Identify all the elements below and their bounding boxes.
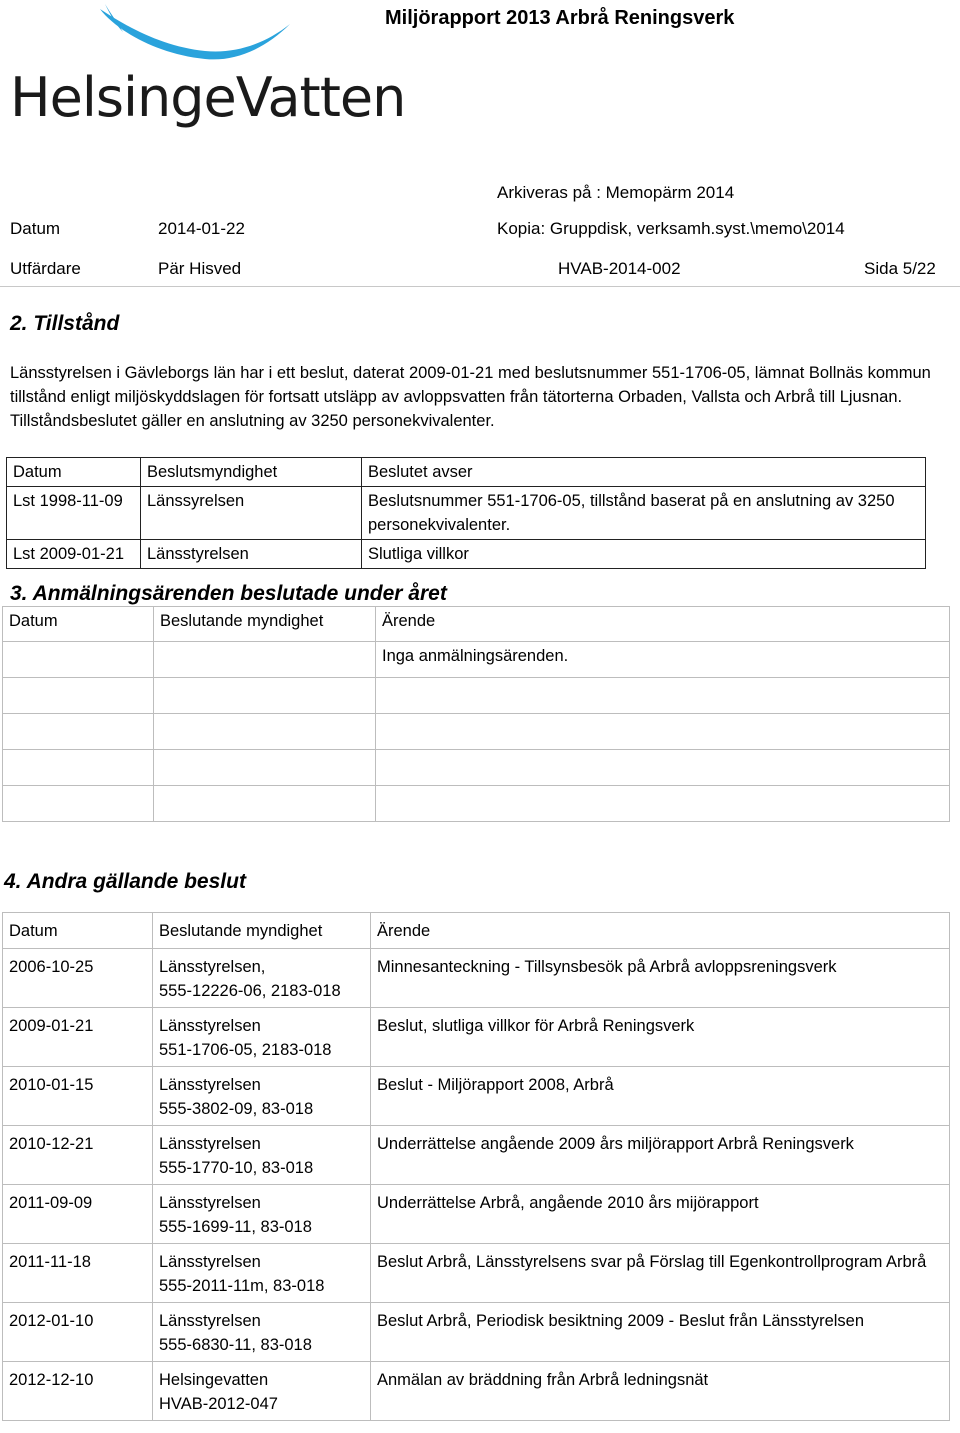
table-row <box>3 678 950 714</box>
table-cell <box>376 750 950 786</box>
table-row <box>3 1244 950 1303</box>
issuer-label: Utfärdare <box>10 259 81 278</box>
table-cell <box>376 714 950 750</box>
table-cell <box>3 642 154 678</box>
table-cell <box>376 786 950 822</box>
section-2-title: 2. Tillstånd <box>10 312 120 335</box>
authority-name: Länsstyrelsen <box>159 1017 261 1035</box>
table-header-row <box>7 458 926 487</box>
helsingevatten-logo <box>10 4 406 144</box>
table-cell: Länsstyrelsen <box>141 540 362 569</box>
table-row <box>3 1185 950 1244</box>
other-decisions-table <box>2 912 950 1421</box>
document-number: HVAB-2014-002 <box>558 259 681 278</box>
table-cell: Beslut Arbrå, Länsstyrelsens svar på Förslag till Egenkontrollprogram Arbrå <box>371 1244 950 1303</box>
header-cell: Beslutsmyndighet <box>141 458 362 487</box>
table-cell <box>153 1362 371 1421</box>
section-2-paragraph: Länsstyrelsen i Gävleborgs län har i ett beslut, daterat 2009-01-21 med beslutsnummer 551-1706-05, lämnat Bollnäs kommun tillstånd enligt miljöskyddslagen för fortsatt utsläpp av avloppsvatten från tätorterna Orbaden, Vallsta och Arbrå till Ljusnan. Tillståndsbeslutet gäller en anslutning av 3250 personekvivalenter. <box>10 364 931 430</box>
authority-name: Länsstyrelsen, <box>159 958 266 976</box>
authority-name: Länsstyrelsen <box>159 1194 261 1212</box>
reference-number: HVAB-2012-047 <box>159 1395 278 1413</box>
authority-name: Länsstyrelsen <box>159 1135 261 1153</box>
table-cell: 2012-12-10 <box>3 1362 153 1421</box>
table-row <box>3 1362 950 1421</box>
reference-number: 555-1770-10, 83-018 <box>159 1159 314 1177</box>
table-row <box>3 750 950 786</box>
header-cell: Datum <box>3 607 154 642</box>
notifications-table <box>2 606 950 822</box>
table-cell: Anmälan av bräddning från Arbrå ledningsnät <box>371 1362 950 1421</box>
table-row <box>3 642 950 678</box>
table-cell: Slutliga villkor <box>362 540 926 569</box>
table-row <box>3 714 950 750</box>
permit-table <box>6 457 926 569</box>
header-cell: Beslutande myndighet <box>154 607 376 642</box>
datum-value: 2014-01-22 <box>158 219 245 238</box>
header-cell: Ärende <box>371 913 950 949</box>
table-cell: 2010-01-15 <box>3 1067 153 1126</box>
table-row <box>3 786 950 822</box>
table-row <box>3 949 950 1008</box>
table-cell <box>153 1244 371 1303</box>
table-cell <box>154 678 376 714</box>
table-row <box>3 1303 950 1362</box>
table-cell: Inga anmälningsärenden. <box>376 642 950 678</box>
section-3-title: 3. Anmälningsärenden beslutade under året <box>10 582 447 605</box>
authority-name: Länsstyrelsen <box>159 1312 261 1330</box>
document-title: Miljörapport 2013 Arbrå Reningsverk <box>385 7 735 29</box>
page-number: Sida 5/22 <box>864 259 936 278</box>
table-cell <box>153 949 371 1008</box>
table-header-row <box>3 913 950 949</box>
table-cell: Underrättelse Arbrå, angående 2010 års mijörapport <box>371 1185 950 1244</box>
table-row <box>7 540 926 569</box>
water-drop-icon <box>95 4 295 74</box>
table-cell <box>153 1303 371 1362</box>
table-cell: Minnesanteckning - Tillsynsbesök på Arbrå avloppsreningsverk <box>371 949 950 1008</box>
reference-number: 551-1706-05, 2183-018 <box>159 1041 332 1059</box>
table-cell <box>154 786 376 822</box>
table-row <box>3 1126 950 1185</box>
authority-name: Helsingevatten <box>159 1371 269 1389</box>
table-cell: Länssyrelsen <box>141 487 362 540</box>
issuer-value: Pär Hisved <box>158 259 242 278</box>
table-cell <box>153 1185 371 1244</box>
table-cell: 2011-11-18 <box>3 1244 153 1303</box>
datum-label: Datum <box>10 219 61 238</box>
table-cell: 2012-01-10 <box>3 1303 153 1362</box>
table-cell <box>153 1067 371 1126</box>
table-cell <box>154 750 376 786</box>
table-row <box>3 1008 950 1067</box>
table-cell <box>153 1126 371 1185</box>
header-cell: Ärende <box>376 607 950 642</box>
reference-number: 555-2011-11m, 83-018 <box>159 1277 325 1295</box>
table-cell <box>3 786 154 822</box>
table-cell: 2010-12-21 <box>3 1126 153 1185</box>
table-cell: 2006-10-25 <box>3 949 153 1008</box>
table-cell <box>153 1008 371 1067</box>
authority-name: Länsstyrelsen <box>159 1253 261 1271</box>
table-header-row <box>3 607 950 642</box>
reference-number: 555-6830-11, 83-018 <box>159 1336 312 1354</box>
copy-path: Kopia: Gruppdisk, verksamh.syst.\memo\2014 <box>497 219 845 238</box>
table-cell: Beslutsnummer 551-1706-05, tillstånd baserat på en anslutning av 3250 personekvivalenter. <box>362 487 926 540</box>
section-4-title: 4. Andra gällande beslut <box>4 870 246 893</box>
table-cell <box>3 750 154 786</box>
header-cell: Datum <box>7 458 141 487</box>
table-cell: Beslut, slutliga villkor för Arbrå Reningsverk <box>371 1008 950 1067</box>
table-cell: Beslut - Miljörapport 2008, Arbrå <box>371 1067 950 1126</box>
table-cell <box>376 678 950 714</box>
table-cell: Lst 1998-11-09 <box>7 487 141 540</box>
table-cell: Underrättelse angående 2009 års miljörapport Arbrå Reningsverk <box>371 1126 950 1185</box>
authority-name: Länsstyrelsen <box>159 1076 261 1094</box>
table-cell: Lst 2009-01-21 <box>7 540 141 569</box>
table-cell: 2011-09-09 <box>3 1185 153 1244</box>
header-cell: Datum <box>3 913 153 949</box>
table-cell: Beslut Arbrå, Periodisk besiktning 2009 - Beslut från Länsstyrelsen <box>371 1303 950 1362</box>
reference-number: 555-3802-09, 83-018 <box>159 1100 314 1118</box>
reference-number: 555-12226-06, 2183-018 <box>159 982 341 1000</box>
archive-note: Arkiveras på : Memopärm 2014 <box>497 183 735 202</box>
logo-wordmark: HelsingeVatten <box>10 66 406 129</box>
table-row <box>7 487 926 540</box>
table-cell <box>154 714 376 750</box>
table-cell <box>154 642 376 678</box>
table-row <box>3 1067 950 1126</box>
table-cell <box>3 678 154 714</box>
table-cell: 2009-01-21 <box>3 1008 153 1067</box>
table-cell <box>3 714 154 750</box>
header-cell: Beslutet avser <box>362 458 926 487</box>
reference-number: 555-1699-11, 83-018 <box>159 1218 312 1236</box>
header-cell: Beslutande myndighet <box>153 913 371 949</box>
header-divider <box>0 286 960 287</box>
